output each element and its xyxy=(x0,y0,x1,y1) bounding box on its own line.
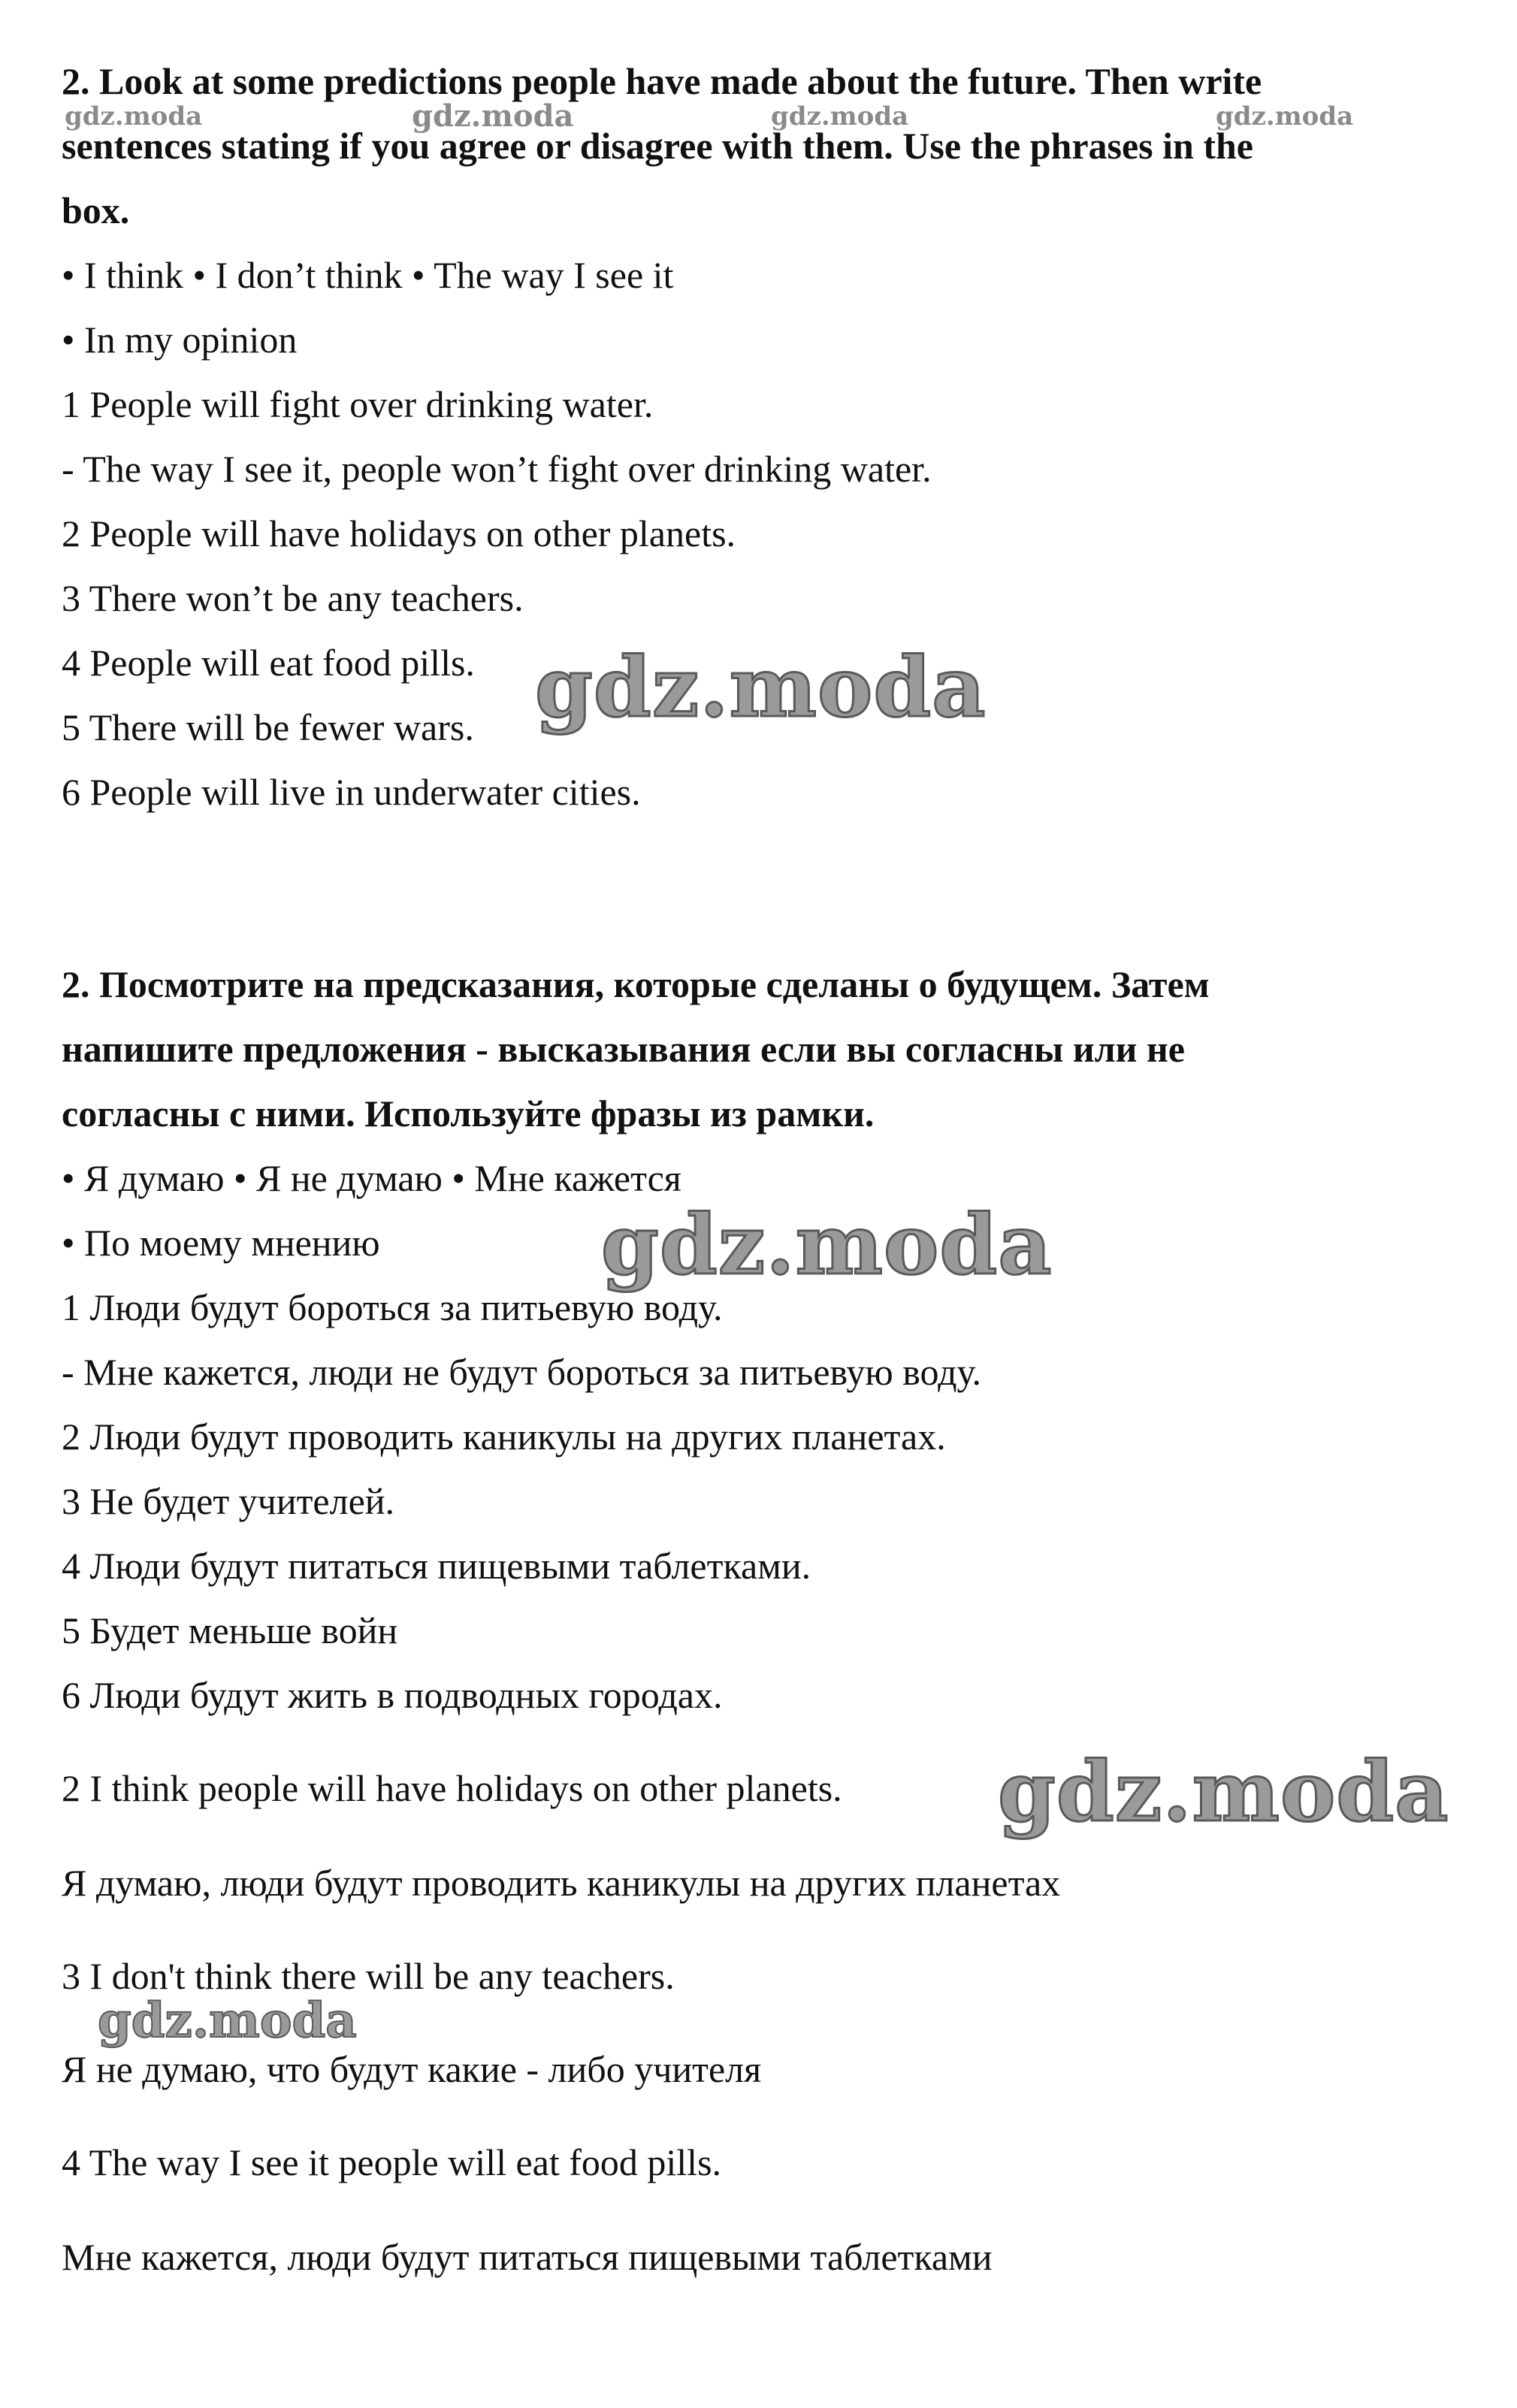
watermark: gdz.moda xyxy=(412,98,574,134)
list-item: - The way I see it, people won’t fight over drinking water. xyxy=(62,448,932,490)
phrase-line: • In my opinion xyxy=(62,319,298,361)
watermark: gdz.moda xyxy=(535,639,987,736)
list-item: 6 Люди будут жить в подводных городах. xyxy=(62,1674,723,1716)
list-item: 4 Люди будут питаться пищевыми таблетками. xyxy=(62,1545,811,1587)
answer-line: 2 I think people will have holidays on other planets. xyxy=(62,1767,842,1809)
phrase-line: • Я думаю • Я не думаю • Мне кажется xyxy=(62,1157,681,1199)
phrase-line: • По моему мнению xyxy=(62,1222,380,1264)
list-item: 4 People will eat food pills. xyxy=(62,642,475,684)
heading-line: 2. Посмотрите на предсказания, которые сделаны о будущем. Затем xyxy=(62,963,1210,1005)
list-item: 2 Люди будут проводить каникулы на других планетах. xyxy=(62,1415,946,1458)
watermark: gdz.moda xyxy=(998,1743,1449,1840)
list-item: 3 Не будет учителей. xyxy=(62,1480,395,1522)
answer-line: Я не думаю, что будут какие - либо учителя xyxy=(62,2048,762,2090)
list-item: 6 People will live in underwater cities. xyxy=(62,771,641,813)
watermark: gdz.moda xyxy=(1216,101,1354,131)
list-item: 1 Люди будут бороться за питьевую воду. xyxy=(62,1286,723,1328)
watermark: gdz.moda xyxy=(601,1196,1053,1293)
watermark: gdz.moda xyxy=(98,1993,357,2049)
heading-line: sentences stating if you agree or disagree with them. Use the phrases in the xyxy=(62,125,1253,167)
answer-line: 3 I don't think there will be any teachers. xyxy=(62,1955,675,1997)
list-item: 3 There won’t be any teachers. xyxy=(62,577,524,619)
list-item: 1 People will fight over drinking water. xyxy=(62,383,654,425)
watermark: gdz.moda xyxy=(65,101,203,131)
heading-line: напишите предложения - высказывания если вы согласны или не xyxy=(62,1028,1185,1070)
list-item: 2 People will have holidays on other planets. xyxy=(62,512,736,554)
heading-line: 2. Look at some predictions people have made about the future. Then write xyxy=(62,60,1262,102)
answer-line: Я думаю, люди будут проводить каникулы на других планетах xyxy=(62,1862,1061,1904)
list-item: 5 There will be fewer wars. xyxy=(62,706,474,748)
heading-line: box. xyxy=(62,189,130,231)
phrase-line: • I think • I don’t think • The way I see it xyxy=(62,254,674,296)
list-item: 5 Будет меньше войн xyxy=(62,1609,398,1651)
heading-line: согласны с ними. Используйте фразы из рамки. xyxy=(62,1092,875,1135)
answer-line: Мне кажется, люди будут питаться пищевыми таблетками xyxy=(62,2236,993,2278)
list-item: - Мне кажется, люди не будут бороться за питьевую воду. xyxy=(62,1351,982,1393)
watermark: gdz.moda xyxy=(771,101,909,131)
answer-line: 4 The way I see it people will eat food pills. xyxy=(62,2141,722,2183)
